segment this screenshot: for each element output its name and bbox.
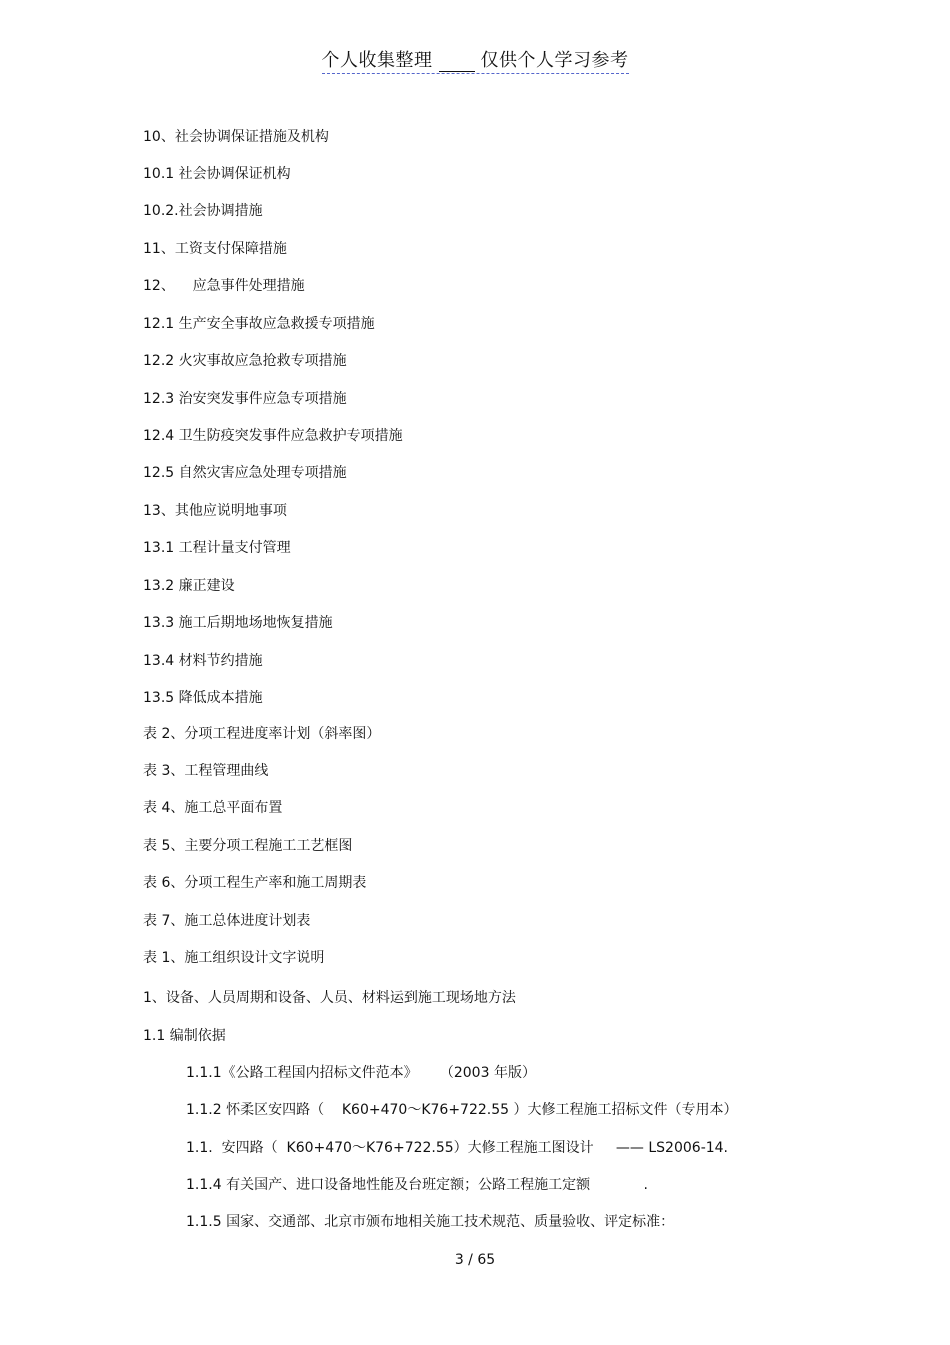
toc-line: 表 3、工程管理曲线 <box>143 763 269 779</box>
subsection-heading: 1.1 编制依据 <box>143 1028 226 1044</box>
toc-line: 12.4 卫生防疫突发事件应急救护专项措施 <box>143 428 403 444</box>
toc-line: 13.1 工程计量支付管理 <box>143 540 291 556</box>
header-gap-line <box>439 61 475 72</box>
header-left-text: 个人收集整理 <box>321 50 433 71</box>
page-header <box>0 46 950 74</box>
toc-line: 12、 应急事件处理措施 <box>143 278 305 294</box>
reference-item: 1.1.1《公路工程国内招标文件范本》 （2003 年版） <box>186 1065 536 1081</box>
toc-line: 13.4 材料节约措施 <box>143 653 263 669</box>
reference-item: 1.1. 安四路（ K60+470～K76+722.55）大修工程施工图设计 —— LS2006-14. <box>186 1140 729 1156</box>
section-heading: 1、设备、人员周期和设备、人员、材料运到施工现场地方法 <box>143 990 516 1006</box>
header-text <box>322 46 629 74</box>
header-right-text: 仅供个人学习参考 <box>480 50 629 71</box>
toc-line: 表 6、分项工程生产率和施工周期表 <box>143 875 367 891</box>
toc-line: 表 7、施工总体进度计划表 <box>143 913 311 929</box>
toc-line: 12.3 治安突发事件应急专项措施 <box>143 391 347 407</box>
toc-line: 表 2、分项工程进度率计划（斜率图） <box>143 726 381 742</box>
reference-item: 1.1.4 有关国产、进口设备地性能及台班定额；公路工程施工定额 . <box>186 1177 648 1193</box>
toc-line: 12.2 火灾事故应急抢救专项措施 <box>143 353 347 369</box>
toc-line: 表 5、主要分项工程施工工艺框图 <box>143 838 353 854</box>
toc-line: 12.5 自然灾害应急处理专项措施 <box>143 465 347 481</box>
toc-line: 表 4、施工总平面布置 <box>143 800 283 816</box>
page-number: 3 / 65 <box>454 1252 496 1268</box>
toc-line: 10、社会协调保证措施及机构 <box>143 129 329 145</box>
toc-line: 13.3 施工后期地场地恢复措施 <box>143 615 333 631</box>
toc-line: 11、工资支付保障措施 <box>143 241 287 257</box>
reference-item: 1.1.5 国家、交通部、北京市颁布地相关施工技术规范、质量验收、评定标准： <box>186 1214 675 1230</box>
reference-item: 1.1.2 怀柔区安四路（ K60+470～K76+722.55 ）大修工程施工招标文件（专用本） <box>186 1102 738 1118</box>
toc-line: 13.5 降低成本措施 <box>143 690 263 706</box>
section-heading: 表 1、施工组织设计文字说明 <box>143 950 325 966</box>
toc-line: 12.1 生产安全事故应急救援专项措施 <box>143 316 375 332</box>
toc-line: 13.2 廉正建设 <box>143 578 235 594</box>
toc-line: 10.2.社会协调措施 <box>143 203 263 219</box>
toc-line: 13、其他应说明地事项 <box>143 503 287 519</box>
toc-line: 10.1 社会协调保证机构 <box>143 166 291 182</box>
